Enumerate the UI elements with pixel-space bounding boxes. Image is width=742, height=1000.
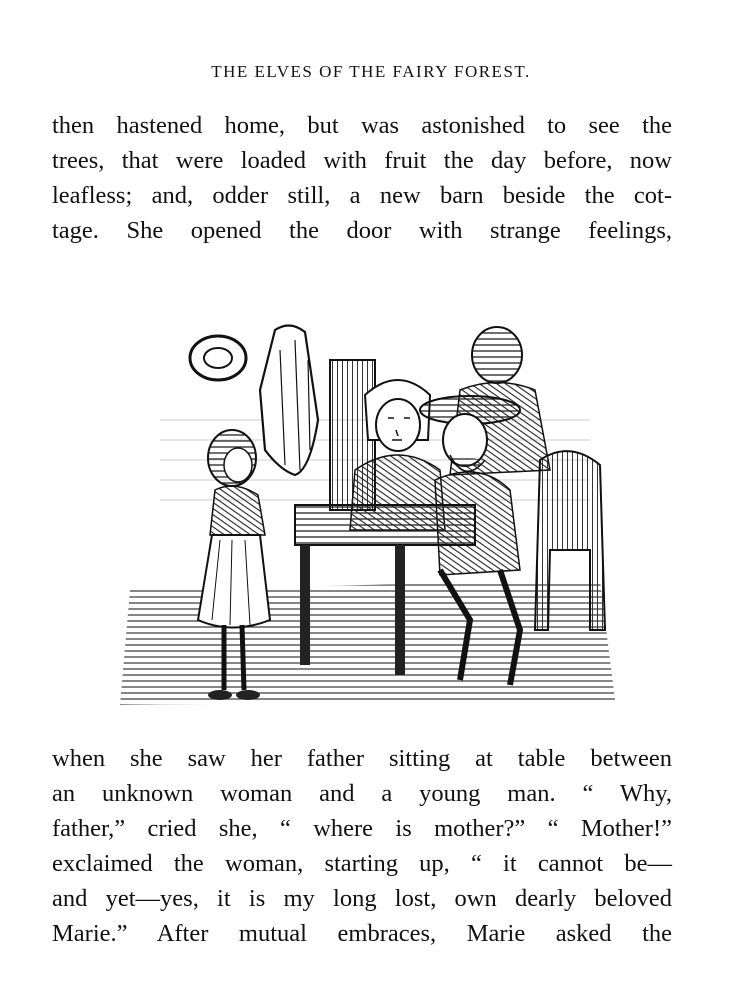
engraving-illustration bbox=[120, 300, 622, 720]
text-line: an unknown woman and a young man. “ Why, bbox=[52, 780, 672, 807]
text-block-bottom bbox=[52, 741, 672, 951]
text-line: tage. She opened the door with strange feelings, bbox=[52, 217, 672, 244]
text-line: when she saw her father sitting at table between bbox=[52, 745, 672, 772]
text-line: Marie.” After mutual embraces, Marie asked the bbox=[52, 920, 672, 947]
text-line: and yet—yes, it is my long lost, own dearly beloved bbox=[52, 885, 672, 912]
text-line: father,” cried she, “ where is mother?” “ Mother!” bbox=[52, 815, 672, 842]
running-head: THE ELVES OF THE FAIRY FOREST. bbox=[211, 62, 531, 81]
hat-on-wall bbox=[190, 336, 246, 380]
text-line: then hastened home, but was astonished to see the bbox=[52, 112, 672, 139]
text-line: leafless; and, odder still, a new barn beside the cot- bbox=[52, 182, 672, 209]
text-line: trees, that were loaded with fruit the day before, now bbox=[52, 147, 672, 174]
text-block-top bbox=[52, 108, 672, 248]
text-line: exclaimed the woman, starting up, “ it cannot be— bbox=[52, 850, 672, 877]
